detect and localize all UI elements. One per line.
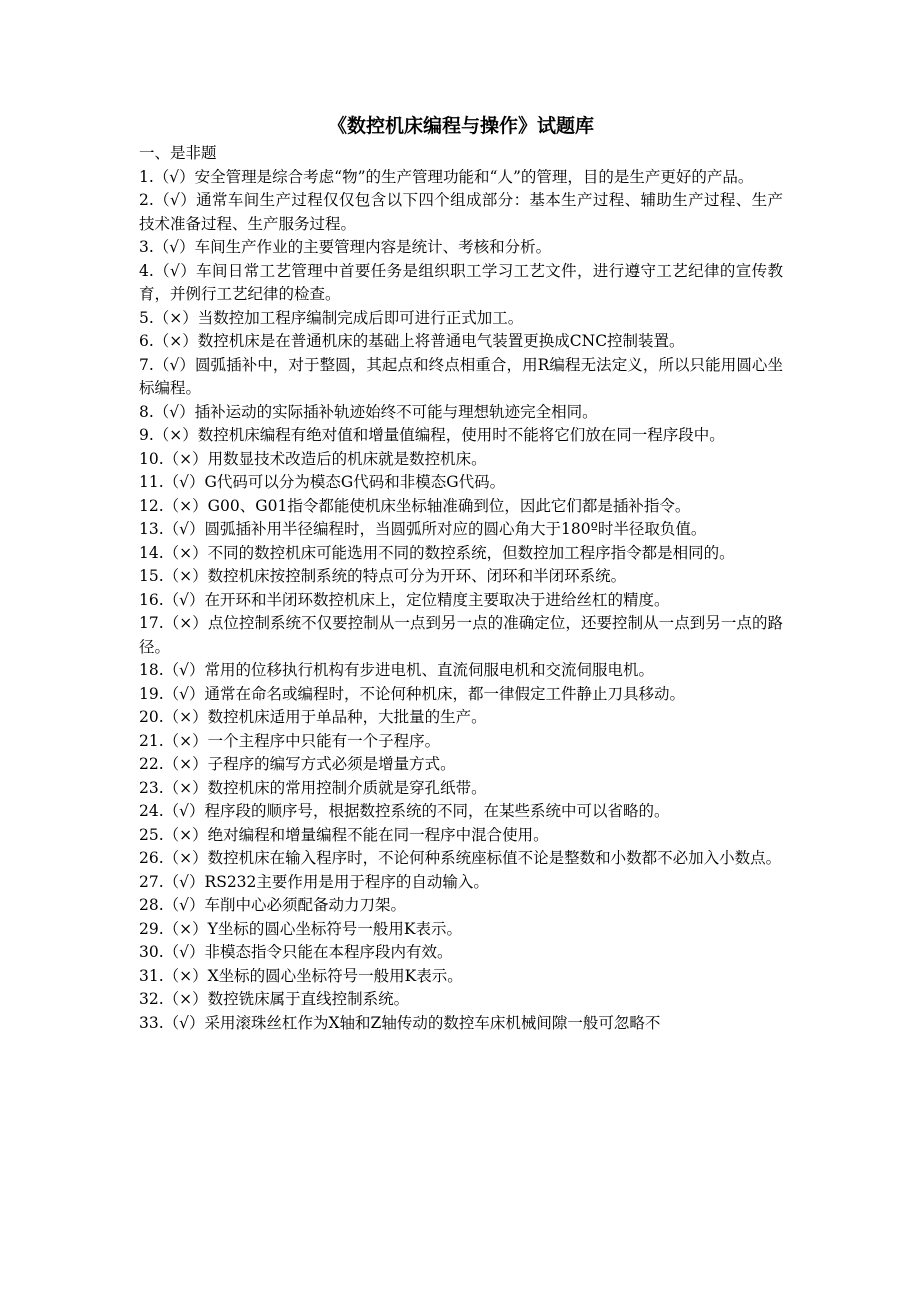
question-list: [139, 166, 783, 1036]
question-item: 17.（×）点位控制系统不仅要控制从一点到另一点的准确定位，还要控制从一点到另一点的路径。: [139, 614, 783, 656]
question-item: 3.（√）车间生产作业的主要管理内容是统计、考核和分析。: [139, 238, 552, 256]
question-item: 14.（×）不同的数控机床可能选用不同的数控系统，但数控加工程序指令都是相同的。: [139, 543, 735, 562]
question-item: 31.（×）X坐标的圆心坐标符号一般用K表示。: [139, 966, 463, 985]
question-item: 24.（√）程序段的顺序号，根据数控系统的不同，在某些系统中可以省略的。: [139, 802, 670, 820]
document-content: [139, 112, 783, 1035]
question-item: 8.（√）插补运动的实际插补轨迹始终不可能与理想轨迹完全相同。: [139, 402, 598, 421]
question-item: 27.（√）RS232主要作用是用于程序的自动输入。: [139, 872, 489, 891]
question-item: 4.（√）车间日常工艺管理中首要任务是组织职工学习工艺文件，进行遵守工艺纪律的宣传教育，并例行工艺纪律的检查。: [139, 261, 783, 303]
question-item: 23.（×）数控机床的常用控制介质就是穿孔纸带。: [139, 778, 487, 797]
question-item: 13.（√）圆弧插补用半径编程时，当圆弧所对应的圆心角大于180º时半径取负值。: [139, 520, 707, 538]
question-item: 1.（√）安全管理是综合考虑“物”的生产管理功能和“人”的管理，目的是生产更好的产品。: [139, 167, 754, 186]
question-item: 5.（×）当数控加工程序编制完成后即可进行正式加工。: [139, 308, 524, 327]
question-item: 9.（×）数控机床编程有绝对值和增量值编程，使用时不能将它们放在同一程序段中。: [139, 426, 725, 444]
question-item: 30.（√）非模态指令只能在本程序段内有效。: [139, 943, 453, 961]
question-item: 20.（×）数控机床适用于单品种，大批量的生产。: [139, 708, 487, 726]
question-item: 12.（×）G00、G01指令都能使机床坐标轴准确到位，因此它们都是插补指令。: [139, 496, 691, 515]
question-item: 25.（×）绝对编程和增量编程不能在同一程序中混合使用。: [139, 825, 549, 844]
question-item: 2.（√）通常车间生产过程仅仅包含以下四个组成部分：基本生产过程、辅助生产过程、生产技术准备过程、生产服务过程。: [139, 191, 783, 233]
question-item: 18.（√）常用的位移执行机构有步进电机、直流伺服电机和交流伺服电机。: [139, 661, 655, 679]
question-item: 29.（×）Y坐标的圆心坐标符号一般用K表示。: [139, 919, 462, 938]
question-item: 19.（√）通常在命名或编程时，不论何种机床，都一律假定工件静止刀具移动。: [139, 684, 686, 703]
question-item: 32.（×）数控铣床属于直线控制系统。: [139, 990, 410, 1008]
question-item: 6.（×）数控机床是在普通机床的基础上将普通电气装置更换成CNC控制装置。: [139, 332, 685, 350]
question-item: 28.（√）车削中心必须配备动力刀架。: [139, 896, 407, 914]
question-item: 21.（×）一个主程序中只能有一个子程序。: [139, 731, 441, 750]
question-item: 22.（×）子程序的编写方式必须是增量方式。: [139, 755, 456, 773]
question-item: 16.（√）在开环和半闭环数控机床上，定位精度主要取决于进给丝杠的精度。: [139, 590, 670, 609]
question-item: 7.（√）圆弧插补中，对于整圆，其起点和终点相重合，用R编程无法定义，所以只能用圆心坐标编程。: [139, 355, 783, 397]
question-item: 15.（×）数控机床按控制系统的特点可分为开环、闭环和半闭环系统。: [139, 567, 627, 585]
question-item: 26.（×）数控机床在输入程序时，不论何种系统座标值不论是整数和小数都不必加入小数点。: [139, 849, 782, 867]
page-title: 《数控机床编程与操作》试题库: [327, 115, 594, 137]
question-item: 33.（√）采用滚珠丝杠作为X轴和Z轴传动的数控车床机械间隙一般可忽略不: [139, 1013, 661, 1032]
question-item: 10.（×）用数显技术改造后的机床就是数控机床。: [139, 449, 487, 468]
question-item: 11.（√）G代码可以分为模态G代码和非模态G代码。: [139, 473, 506, 491]
section-heading: 一、是非题: [139, 144, 217, 162]
